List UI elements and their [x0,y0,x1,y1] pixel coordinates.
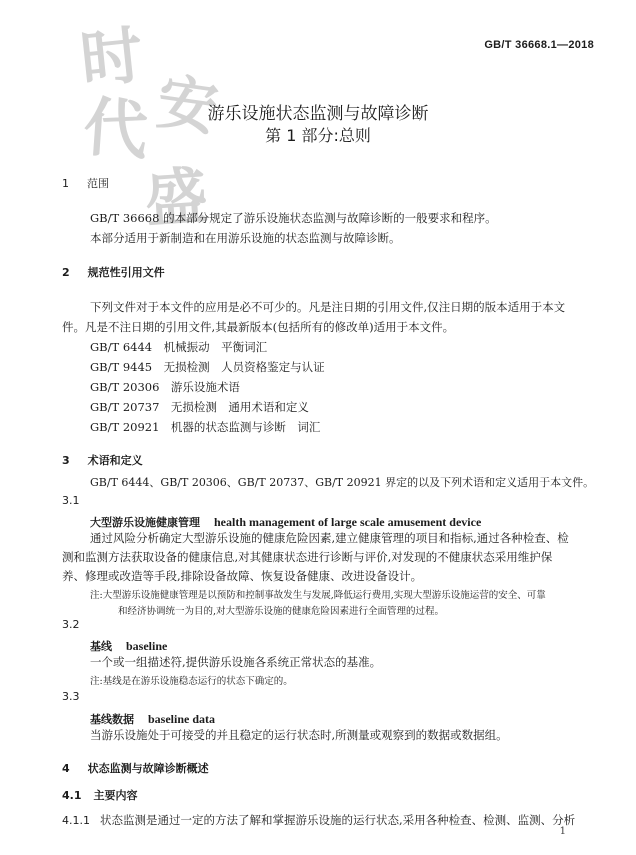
term-3-1-definition-line-3: 养、修理或改造等手段,排除设备故障、恢复设备健康、改进设备设计。 [62,569,423,583]
section-number: 4 [62,762,70,775]
section-1-heading [62,175,109,191]
section-number: 3 [62,454,70,467]
term-3-2-number: 3.2 [62,618,80,631]
document-title: 游乐设施状态监测与故障诊断 [207,104,429,124]
term-3-1-note-line-1: 注:大型游乐设施健康管理是以预防和控制事故发生与发展,降低运行费用,实现大型游乐设施运营的安全、可靠 [90,590,546,601]
clause-text: 状态监测是通过一定的方法了解和掌握游乐设施的运行状态,采用各种检查、检测、监测、分析 [100,813,576,827]
watermark-char-2: 代 [81,89,151,170]
section-4-heading [62,760,209,776]
section-number: 2 [62,266,70,279]
term-3-3-heading [90,708,215,727]
section-number: 1 [62,177,69,190]
subsection-number: 4.1 [62,789,82,802]
term-chinese: 基线数据 [90,713,134,726]
term-3-1-number: 3.1 [62,494,80,507]
watermark-char-3: 安 [152,67,222,145]
term-3-1-note-line-2: 和经济协调统一为目的,对大型游乐设施的健康危险因素进行全面管理的过程。 [118,606,445,617]
term-3-1-heading [90,511,481,530]
term-english: baseline data [148,712,216,726]
section-2-paragraph-line-1: 下列文件对于本文件的应用是必不可少的。凡是注日期的引用文件,仅注日期的版本适用于本文 [90,300,566,314]
term-3-3-number: 3.3 [62,690,80,703]
subsection-4-1-heading [62,787,138,803]
watermark-char-1: 时 [76,17,147,98]
term-chinese: 大型游乐设施健康管理 [90,516,200,529]
section-1-paragraph-1: GB/T 36668 的本部分规定了游乐设施状态监测与故障诊断的一般要求和程序。 [90,211,497,225]
reference-item: GB/T 20737 无损检测 通用术语和定义 [90,400,309,414]
clause-number: 4.1.1 [62,814,90,827]
subsection-title: 主要内容 [93,789,138,802]
term-chinese: 基线 [90,640,112,653]
section-3-heading [62,452,143,468]
reference-item: GB/T 6444 机械振动 平衡词汇 [90,340,268,354]
term-english: health management of large scale amusement device [214,515,482,529]
term-3-3-definition: 当游乐设施处于可接受的并且稳定的运行状态时,所测量或观察到的数据或数据组。 [90,728,508,742]
watermark-char-4: 盛 [142,158,210,237]
document-subtitle: 第 1 部分:总则 [265,126,371,145]
section-title: 术语和定义 [87,454,143,467]
term-3-2-heading [90,635,167,654]
section-2-paragraph-line-2: 件。凡是不注日期的引用文件,其最新版本(包括所有的修改单)适用于本文件。 [62,320,455,334]
section-title: 状态监测与故障诊断概述 [87,762,209,775]
reference-item: GB/T 20921 机器的状态监测与诊断 词汇 [90,420,321,434]
term-3-1-definition-line-1: 通过风险分析确定大型游乐设施的健康危险因素,建立健康管理的项目和指标,通过各种检查、检 [90,531,569,545]
section-title: 规范性引用文件 [87,266,165,279]
section-3-intro: GB/T 6444、GB/T 20306、GB/T 20737、GB/T 20921 界定的以及下列术语和定义适用于本文件。 [90,476,595,489]
page-number: 1 [559,826,566,837]
term-english: baseline [126,639,168,653]
section-2-heading [62,264,165,280]
clause-4-1-1 [62,809,575,828]
term-3-2-note: 注:基线是在游乐设施稳态运行的状态下确定的。 [90,676,293,687]
section-title: 范围 [87,177,109,190]
term-3-1-definition-line-2: 测和监测方法获取设备的健康信息,对其健康状态进行诊断与评价,对发现的不健康状态采用维护保 [62,550,553,564]
reference-item: GB/T 20306 游乐设施术语 [90,380,240,394]
section-1-paragraph-2: 本部分适用于新制造和在用游乐设施的状态监测与故障诊断。 [90,231,401,245]
reference-item: GB/T 9445 无损检测 人员资格鉴定与认证 [90,360,325,374]
term-3-2-definition: 一个或一组描述符,提供游乐设施各系统正常状态的基准。 [90,655,382,669]
standard-number: GB/T 36668.1—2018 [484,39,594,51]
